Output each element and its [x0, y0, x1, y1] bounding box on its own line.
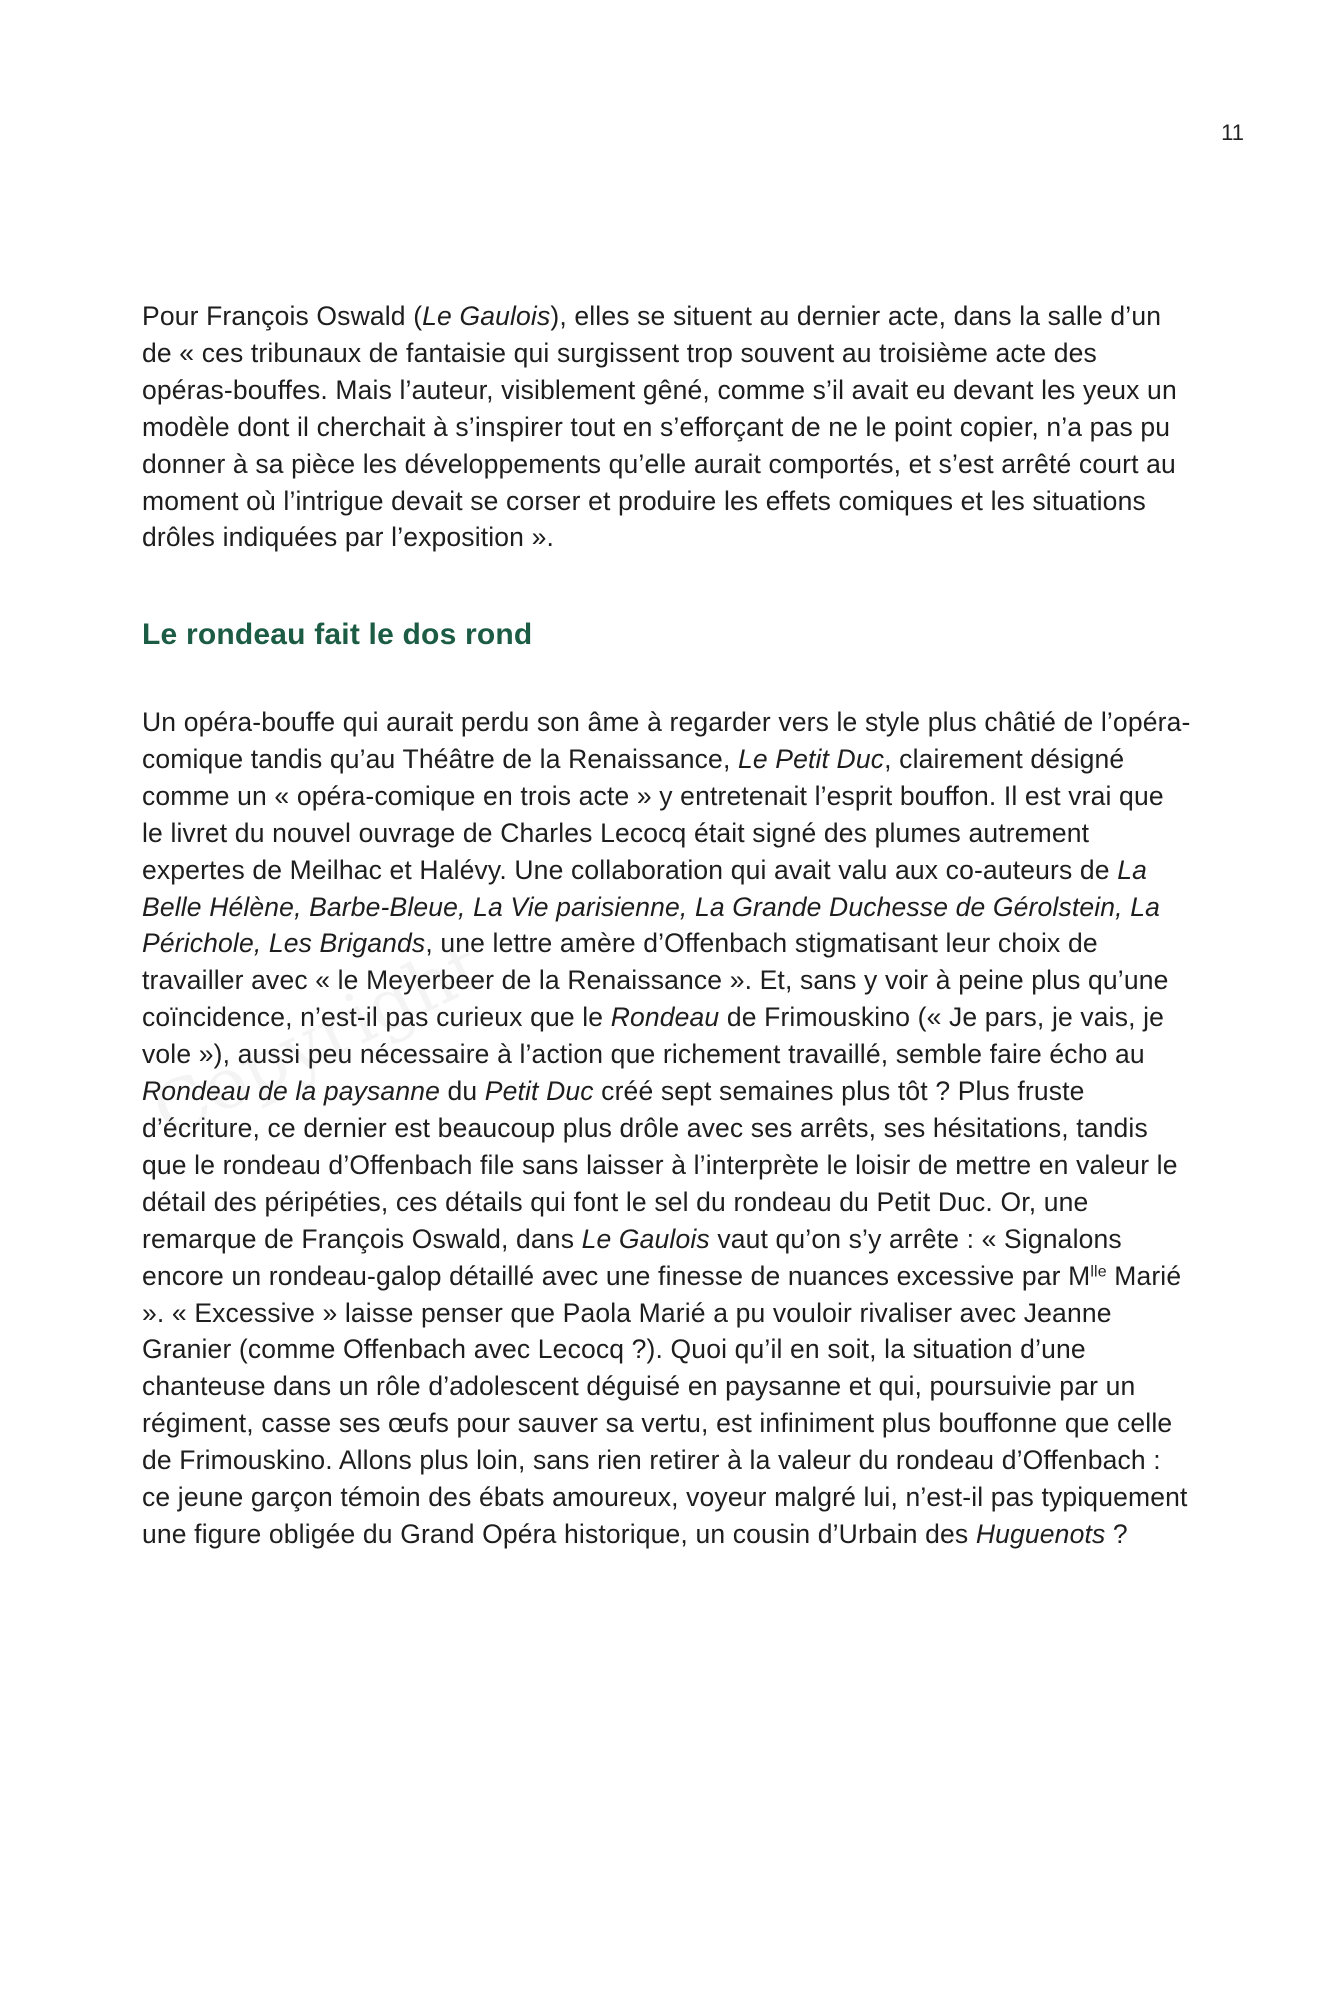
text-run: Pour François Oswald (: [142, 301, 423, 331]
text-run: créé sept semaines plus tôt ? Plus fruste d’écriture, ce dernier est beaucoup plus drôle avec ses arrêts, ses hésitations, tandis que le rondeau d’Offenbach file sans laisser à l’interprète le loisir de mettre en valeur le détail des péripéties, ces détails qui font le sel du rondeau du Petit Duc. Or, une remarque de François Oswald, dans: [142, 1076, 1178, 1254]
intro-paragraph: [142, 298, 1192, 556]
italic-title: Le Petit Duc: [737, 743, 885, 774]
italic-title: La Belle Hélène, Barbe-Bleue, La Vie parisienne, La Grande Duchesse de Gérolstein, La Périchole, Les Brigands: [142, 854, 1160, 959]
text-run: vaut qu’on s’y arrête : « Signalons encore un rondeau-galop détaillé avec une finesse de nuances excessive par M: [142, 1223, 1122, 1291]
page-number: 11: [1221, 120, 1244, 145]
italic-title: Huguenots: [975, 1518, 1106, 1549]
intro-paragraph-block: [142, 298, 1192, 556]
italic-title: Le Gaulois: [581, 1223, 710, 1254]
body-paragraph-block: [142, 704, 1192, 1553]
text-run: du: [439, 1076, 485, 1107]
superscript: lle: [1090, 1262, 1107, 1280]
italic-title: Rondeau: [610, 1002, 720, 1033]
section-heading: Le rondeau fait le dos rond: [142, 618, 533, 651]
text-run: ?: [1105, 1518, 1128, 1549]
text-run: , une lettre amère d’Offenbach stigmatisant leur choix de travailler avec « le Meyerbeer de la Renaissance ». Et, sans y voir à peine plus qu’une coïncidence, n’est-il pas curieux que le: [142, 928, 1169, 1033]
italic-title: Rondeau de la paysanne: [142, 1076, 440, 1107]
section-heading-block: [142, 618, 1192, 652]
italic-title: Petit Duc: [484, 1076, 594, 1107]
text-run: Marié ». « Excessive » laisse penser que Paola Marié a pu vouloir rivaliser avec Jeanne Granier (comme Offenbach avec Lecocq ?). Quoi qu’il en soit, la situation d’une chanteuse dans un rôle d’adolescent déguisé en paysanne et qui, poursuivie par un régiment, casse ses œufs pour sauver sa vertu, est infiniment plus bouffonne que celle de Frimouskino. Allons plus loin, sans rien retirer à la valeur du rondeau d’Offenbach : ce jeune garçon témoin des ébats amoureux, voyeur malgré lui, n’est-il pas typiquement une figure obligée du Grand Opéra historique, un cousin d’Urbain des: [142, 1260, 1188, 1549]
text-run: ), elles se situent au dernier acte, dans la salle d’un de « ces tribunaux de fantaisie qui surgissent trop souvent au troisième acte des opéras-bouffes. Mais l’auteur, visiblement gêné, comme s’il avait eu devant les yeux un modèle dont il cherchait à s’inspirer tout en s’efforçant de ne le point copier, n’a pas pu donner à sa pièce les développements qu’elle aurait comportés, et s’est arrêté court au moment où l’intrigue devait se corser et produire les effets comiques et les situations drôles indiquées par l’exposition ».: [142, 301, 1177, 553]
body-paragraph: [142, 704, 1192, 1553]
text-run: Un opéra-bouffe qui aurait perdu son âme à regarder vers le style plus châtié de l’opéra-comique tandis qu’au Théâtre de la Renaissance,: [142, 707, 1191, 774]
text-run: , clairement désigné comme un « opéra-comique en trois acte » y entretenait l’esprit bouffon. Il est vrai que le livret du nouvel ouvrage de Charles Lecocq était signé des plumes autrement expertes de Meilhac et Halévy. Une collaboration qui avait valu aux co-auteurs de: [142, 743, 1164, 885]
text-run: de Frimouskino (« Je pars, je vais, je vole »), aussi peu nécessaire à l’action que richement travaillé, semble faire écho au: [142, 1002, 1165, 1070]
italic-title: Le Gaulois: [422, 301, 551, 331]
